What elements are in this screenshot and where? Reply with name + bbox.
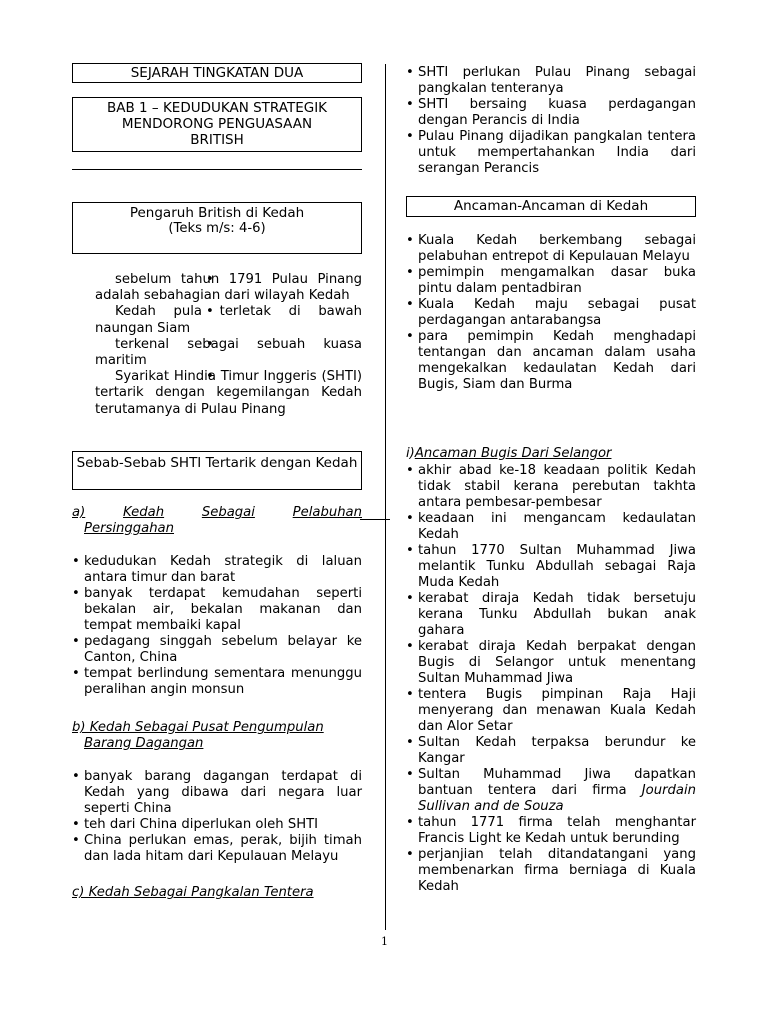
list-item: • Kuala Kedah berkembang sebagai pelabuhan entrepot di Kepulauan Melayu bbox=[406, 233, 696, 265]
section-box-pengaruh bbox=[72, 202, 362, 254]
section-box-sebab bbox=[72, 451, 362, 490]
list-b bbox=[72, 769, 362, 865]
list-item: • akhir abad ke-18 keadaan politik Kedah tidak stabil kerana perebutan takhta antara pembesar-pembesar bbox=[406, 463, 696, 511]
list-item: • banyak barang dagangan terdapat di Kedah yang dibawa dari negara luar seperti China bbox=[72, 769, 362, 817]
list-item: • tahun 1771 firma telah menghantar Francis Light ke Kedah untuk berunding bbox=[406, 815, 696, 847]
list-item: • banyak terdapat kemudahan seperti bekalan air, bekalan makanan dan tempat membaiki kapal bbox=[72, 586, 362, 634]
section-title: Sebab-Sebab SHTI Tertarik dengan Kedah bbox=[76, 455, 358, 471]
chapter-line-1: BAB 1 – KEDUDUKAN STRATEGIK bbox=[106, 100, 328, 116]
ancaman-list bbox=[406, 233, 696, 393]
bugis-list bbox=[406, 463, 696, 895]
list-item: • Pulau Pinang dijadikan pangkalan tentera untuk mempertahankan India dari serangan Perancis bbox=[406, 129, 696, 177]
list-item: • pedagang singgah sebelum belayar ke Canton, China bbox=[72, 634, 362, 666]
section-box-ancaman bbox=[406, 196, 696, 217]
subheading-b: b) Kedah Sebagai Pusat Pengumpulan Barang Dagangan bbox=[72, 720, 324, 751]
list-item: • Syarikat Hindia Timur Inggeris (SHTI) tertarik dengan kegemilangan Kedah terutamanya di Pulau Pinang bbox=[95, 369, 362, 418]
title-text: SEJARAH TINGKATAN DUA bbox=[130, 65, 304, 81]
list-item: • tempat berlindung sementara menunggu peralihan angin monsun bbox=[72, 666, 362, 698]
section-subtitle: (Teks m/s: 4-6) bbox=[168, 221, 266, 236]
list-item: • perjanjian telah ditandatangani yang membenarkan firma berniaga di Kuala Kedah bbox=[406, 847, 696, 895]
list-item: • Kuala Kedah maju sebagai pusat perdagangan antarabangsa bbox=[406, 297, 696, 329]
list-item: • kerabat diraja Kedah berpakat dengan Bugis di Selangor untuk menentang Sultan Muhammad Jiwa bbox=[406, 639, 696, 687]
subheading-a: a) Kedah Sebagai Pelabuhan Persinggahan bbox=[72, 505, 362, 536]
section-title: Ancaman-Ancaman di Kedah bbox=[453, 198, 649, 214]
list-item: • China perlukan emas, perak, bijih timah dan lada hitam dari Kepulauan Melayu bbox=[72, 833, 362, 865]
title-box bbox=[72, 63, 362, 83]
chapter-line-2: MENDORONG PENGUASAAN bbox=[121, 116, 313, 132]
list-item: • terkenal sebagai sebuah kuasa maritim bbox=[95, 337, 362, 369]
list-item: • Sultan Kedah terpaksa berundur ke Kangar bbox=[406, 735, 696, 767]
chapter-line-3: BRITISH bbox=[190, 132, 244, 148]
intro-list bbox=[95, 272, 362, 418]
list-item: • para pemimpin Kedah menghadapi tentangan dan ancaman dalam usaha mengekalkan kedaulatan Kedah dari Bugis, Siam dan Burma bbox=[406, 329, 696, 393]
subheading-c: c) Kedah Sebagai Pangkalan Tentera bbox=[72, 885, 314, 900]
list-item: • Sultan Muhammad Jiwa dapatkan bantuan tentera dari firma Jourdain Sullivan and de Souza bbox=[406, 767, 696, 815]
column-divider bbox=[385, 64, 386, 930]
section-title: Pengaruh British di Kedah bbox=[129, 205, 305, 221]
list-item: • kerabat diraja Kedah tidak bersetuju kerana Tunku Abdullah bukan anak gahara bbox=[406, 591, 696, 639]
page-number: 1 bbox=[381, 935, 388, 948]
list-item: • tentera Bugis pimpinan Raja Haji menyerang dan menawan Kuala Kedah dan Alor Setar bbox=[406, 687, 696, 735]
subheading-bugis: i)Ancaman Bugis Dari Selangor bbox=[406, 446, 612, 461]
list-a bbox=[72, 554, 362, 698]
chapter-box bbox=[72, 97, 362, 152]
underline-extension bbox=[360, 519, 390, 520]
horizontal-rule bbox=[72, 169, 362, 170]
list-item: • Kedah pula terletak di bawah naungan Siam bbox=[95, 304, 362, 336]
list-item: • keadaan ini mengancam kedaulatan Kedah bbox=[406, 511, 696, 543]
list-item: • teh dari China diperlukan oleh SHTI bbox=[72, 817, 362, 833]
list-item: • sebelum tahun 1791 Pulau Pinang adalah sebahagian dari wilayah Kedah bbox=[95, 272, 362, 304]
list-item: • SHTI bersaing kuasa perdagangan dengan Perancis di India bbox=[406, 97, 696, 129]
right-top-list bbox=[406, 65, 696, 177]
list-item: • tahun 1770 Sultan Muhammad Jiwa melantik Tunku Abdullah sebagai Raja Muda Kedah bbox=[406, 543, 696, 591]
list-item: • pemimpin mengamalkan dasar buka pintu dalam pentadbiran bbox=[406, 265, 696, 297]
list-item: • kedudukan Kedah strategik di laluan antara timur dan barat bbox=[72, 554, 362, 586]
list-item: • SHTI perlukan Pulau Pinang sebagai pangkalan tenteranya bbox=[406, 65, 696, 97]
